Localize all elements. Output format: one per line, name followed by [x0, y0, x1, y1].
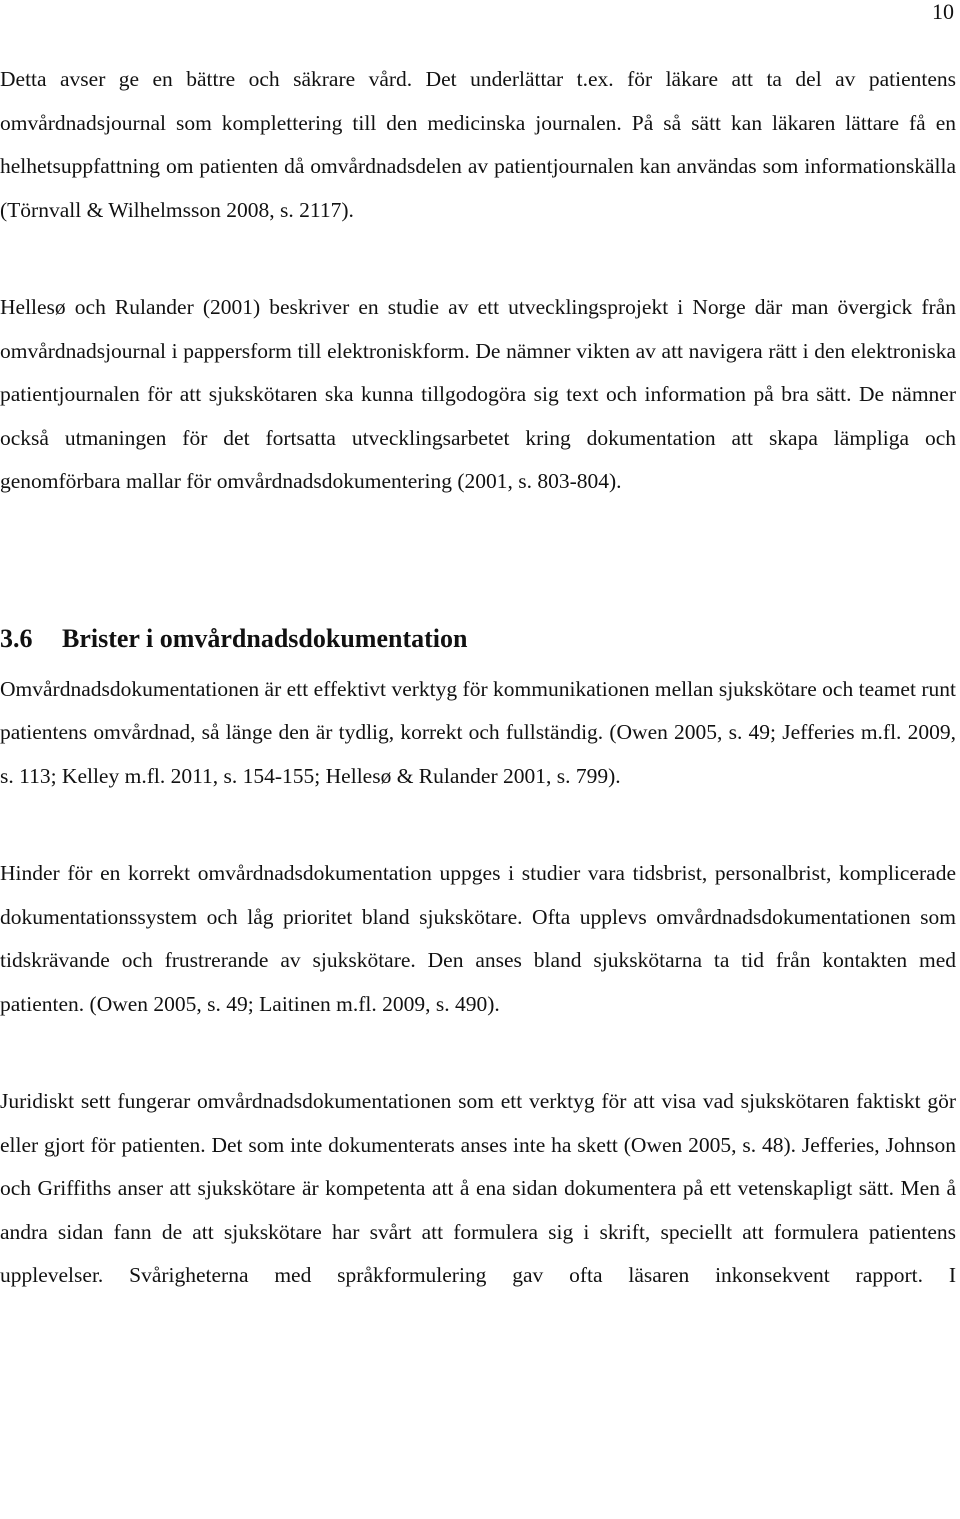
document-body: [0, 58, 956, 1298]
section-title: Brister i omvårdnadsdokumentation: [62, 623, 468, 653]
paragraph-1: Detta avser ge en bättre och säkrare vård. Det underlättar t.ex. för läkare att ta del av patientens omvårdnadsjournal som komplettering till den medicinska journalen. På så sätt kan läkaren lättare få en helhetsuppfattning om patienten då omvårdnadsdelen av patientjournalen kan användas som informationskälla (Törnvall & Wilhelmsson 2008, s. 2117).: [0, 67, 956, 222]
paragraph-2: Hellesø och Rulander (2001) beskriver en studie av ett utvecklingsprojekt i Norge där man övergick från omvårdnadsjournal i pappersform till elektroniskform. De nämner vikten av att navigera rätt i den elektroniska patientjournalen för att sjukskötaren ska kunna tillgodogöra sig text och information på bra sätt. De nämner också utmaningen för det fortsatta utvecklingsarbetet kring dokumentation att skapa lämpliga och genomförbara mallar för omvårdnadsdokumentering (2001, s. 803-804).: [0, 295, 956, 493]
section-heading: [0, 619, 956, 659]
paragraph-5: Juridiskt sett fungerar omvårdnadsdokumentationen som ett verktyg för att visa vad sjukskötaren faktiskt gör eller gjort för patienten. Det som inte dokumenterats anses inte ha skett (Owen 2005, s. 48). Jefferies, Johnson och Griffiths anser att sjukskötare är kompetenta att å ena sidan dokumentera på ett vetenskapligt sätt. Men å andra sidan fann de att sjukskötare har svårt att formulera sig i skrift, speciellt att formulera patientens upplevelser. Svårigheterna med språkformulering gav ofta läsaren inkonsekvent rapport. I: [0, 1089, 956, 1287]
section-number: 3.6: [0, 623, 33, 653]
page-number: 10: [932, 0, 954, 24]
paragraph-3: Omvårdnadsdokumentationen är ett effektivt verktyg för kommunikationen mellan sjukskötare och teamet runt patientens omvårdnad, så länge den är tydlig, korrekt och fullständig. (Owen 2005, s. 49; Jefferies m.fl. 2009, s. 113; Kelley m.fl. 2011, s. 154-155; Hellesø & Rulander 2001, s. 799).: [0, 676, 956, 788]
paragraph-4: Hinder för en korrekt omvårdnadsdokumentation uppges i studier vara tidsbrist, personalbrist, komplicerade dokumentationssystem och låg prioritet bland sjukskötare. Ofta upplevs omvårdnadsdokumentationen som tidskrävande och frustrerande av sjukskötare. Den anses bland sjukskötarna ta tid från kontakten med patienten. (Owen 2005, s. 49; Laitinen m.fl. 2009, s. 490).: [0, 861, 956, 1016]
